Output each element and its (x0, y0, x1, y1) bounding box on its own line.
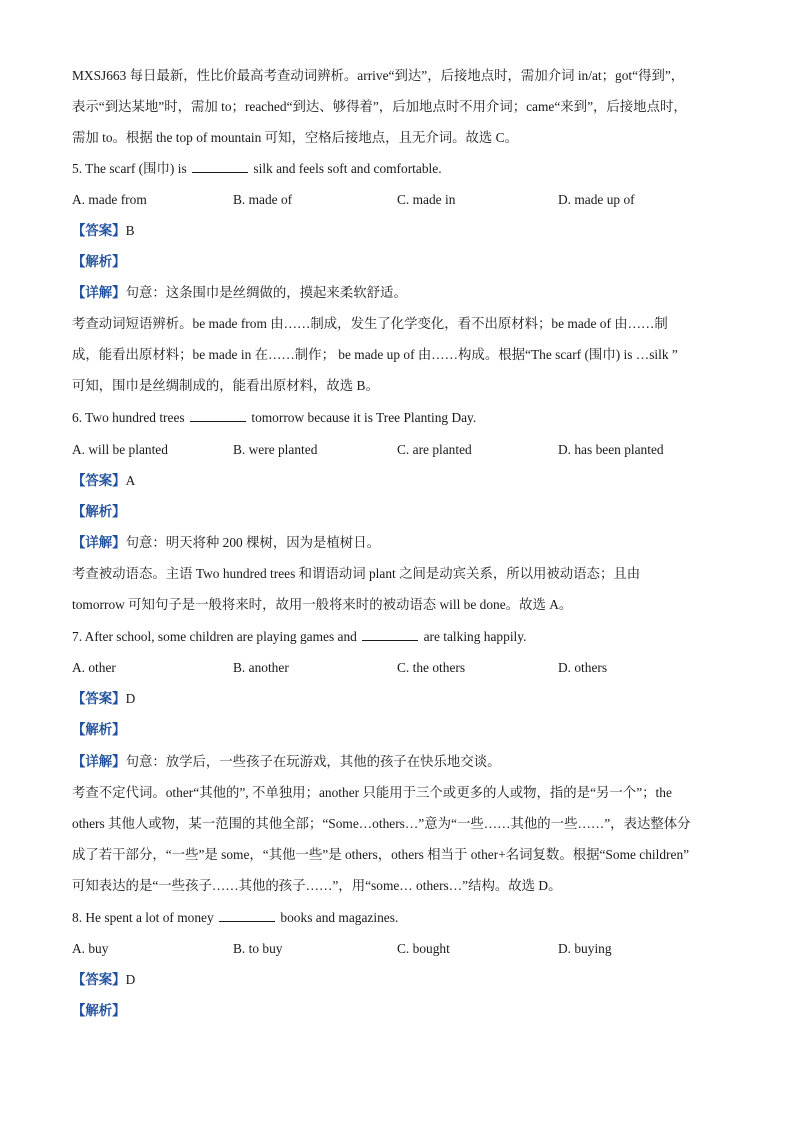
explanation-line: 考查不定代词。other“其他的”, 不单独用；another 只能用于三个或更多的人或物，指的是“另一个”；the (72, 785, 672, 800)
option-b: B. made of (233, 192, 293, 207)
question-8 (72, 908, 398, 928)
detail-tag: 【详解】 (72, 285, 126, 300)
detail-text: 句意：明天将种 200 棵树，因为是植树日。 (125, 535, 380, 550)
options-row (72, 939, 722, 959)
question-5 (72, 159, 442, 179)
analysis-line (72, 502, 126, 522)
analysis-line (72, 252, 126, 272)
text-line: 需加 to。根据 the top of mountain 可知，空格后接地点，且无介词。故选 C。 (72, 130, 518, 145)
option-a: A. other (72, 660, 116, 675)
detail-text: 句意：这条围巾是丝绸做的，摸起来柔软舒适。 (125, 285, 407, 300)
option-c: C. are planted (397, 442, 472, 457)
question-text: silk and feels soft and comfortable. (253, 161, 442, 176)
text-line: 表示“到达某地”时，需加 to；reached“到达、够得着”，后加地点时不用介词；came“来到”，后接地点时， (72, 99, 687, 114)
answer-tag: 【答案】 (72, 691, 126, 706)
explanation-line: 成，能看出原材料；be made in 在……制作； be made up of 由……构成。根据“The scarf (围巾) is …silk ” (72, 347, 678, 362)
question-text: 5. The scarf (围巾) is (72, 161, 187, 176)
question-text: are talking happily. (423, 629, 527, 644)
answer-tag: 【答案】 (72, 473, 126, 488)
question-6 (72, 408, 476, 428)
detail-text: 句意：放学后，一些孩子在玩游戏，其他的孩子在快乐地交谈。 (125, 754, 501, 769)
option-d: D. made up of (558, 192, 635, 207)
option-c: C. the others (397, 660, 466, 675)
analysis-line (72, 720, 126, 740)
option-c: C. made in (397, 192, 456, 207)
option-b: B. another (233, 660, 289, 675)
detail-line (72, 283, 407, 303)
option-b: B. to buy (233, 941, 283, 956)
answer-tag: 【答案】 (72, 223, 126, 238)
explanation-line: 可知表达的是“一些孩子……其他的孩子……”，用“some… others…”结构。故选 D。 (72, 878, 562, 893)
answer-value: B (125, 223, 135, 238)
analysis-tag: 【解析】 (72, 254, 126, 269)
analysis-tag: 【解析】 (72, 504, 126, 519)
explanation-line: 可知，围巾是丝绸制成的，能看出原材料，故选 B。 (72, 378, 379, 393)
detail-line (72, 533, 380, 553)
analysis-tag: 【解析】 (72, 722, 126, 737)
detail-line (72, 752, 501, 772)
answer-blank (192, 159, 248, 173)
explanation-line: 考查被动语态。主语 Two hundred trees 和谓语动词 plant 之间是动宾关系，所以用被动语态；且由 (72, 566, 641, 581)
answer-line (72, 221, 135, 241)
question-7 (72, 627, 526, 647)
option-a: A. made from (72, 192, 147, 207)
option-a: A. buy (72, 941, 109, 956)
answer-blank (190, 408, 246, 422)
question-text: tomorrow because it is Tree Planting Day. (251, 410, 477, 425)
option-d: D. buying (558, 941, 612, 956)
answer-tag: 【答案】 (72, 972, 126, 987)
answer-value: D (125, 972, 136, 987)
explanation-line: 成了若干部分，“一些”是 some，“其他一些”是 others，others 相当于 other+名词复数。根据“Some children” (72, 847, 690, 862)
answer-line (72, 689, 135, 709)
question-text: 8. He spent a lot of money (72, 910, 214, 925)
answer-blank (362, 627, 418, 641)
option-d: D. others (558, 660, 608, 675)
explanation-line: others 其他人或物，某一范围的其他全部；“Some…others…”意为“一些……其他的一些……”，表达整体分 (72, 816, 691, 831)
text-line: MXSJ663 每日最新，性比价最高考查动词辨析。arrive“到达”，后接地点时，需加介词 in/at；got“得到”， (72, 68, 685, 83)
option-c: C. bought (397, 941, 450, 956)
detail-tag: 【详解】 (72, 535, 126, 550)
answer-line (72, 471, 135, 491)
option-b: B. were planted (233, 442, 318, 457)
options-row (72, 658, 722, 678)
answer-value: D (125, 691, 136, 706)
options-row (72, 190, 722, 210)
question-text: 7. After school, some children are playing games and (72, 629, 357, 644)
analysis-line (72, 1001, 126, 1021)
question-text: books and magazines. (280, 910, 399, 925)
detail-tag: 【详解】 (72, 754, 126, 769)
answer-blank (219, 908, 275, 922)
explanation-line: 考查动词短语辨析。be made from 由……制成，发生了化学变化，看不出原材料；be made of 由……制 (72, 316, 668, 331)
answer-line (72, 970, 135, 990)
answer-value: A (125, 473, 136, 488)
explanation-line: tomorrow 可知句子是一般将来时，故用一般将来时的被动语态 will be done。故选 A。 (72, 597, 573, 612)
option-d: D. has been planted (558, 442, 664, 457)
question-text: 6. Two hundred trees (72, 410, 185, 425)
option-a: A. will be planted (72, 442, 168, 457)
analysis-tag: 【解析】 (72, 1003, 126, 1018)
options-row (72, 440, 722, 460)
